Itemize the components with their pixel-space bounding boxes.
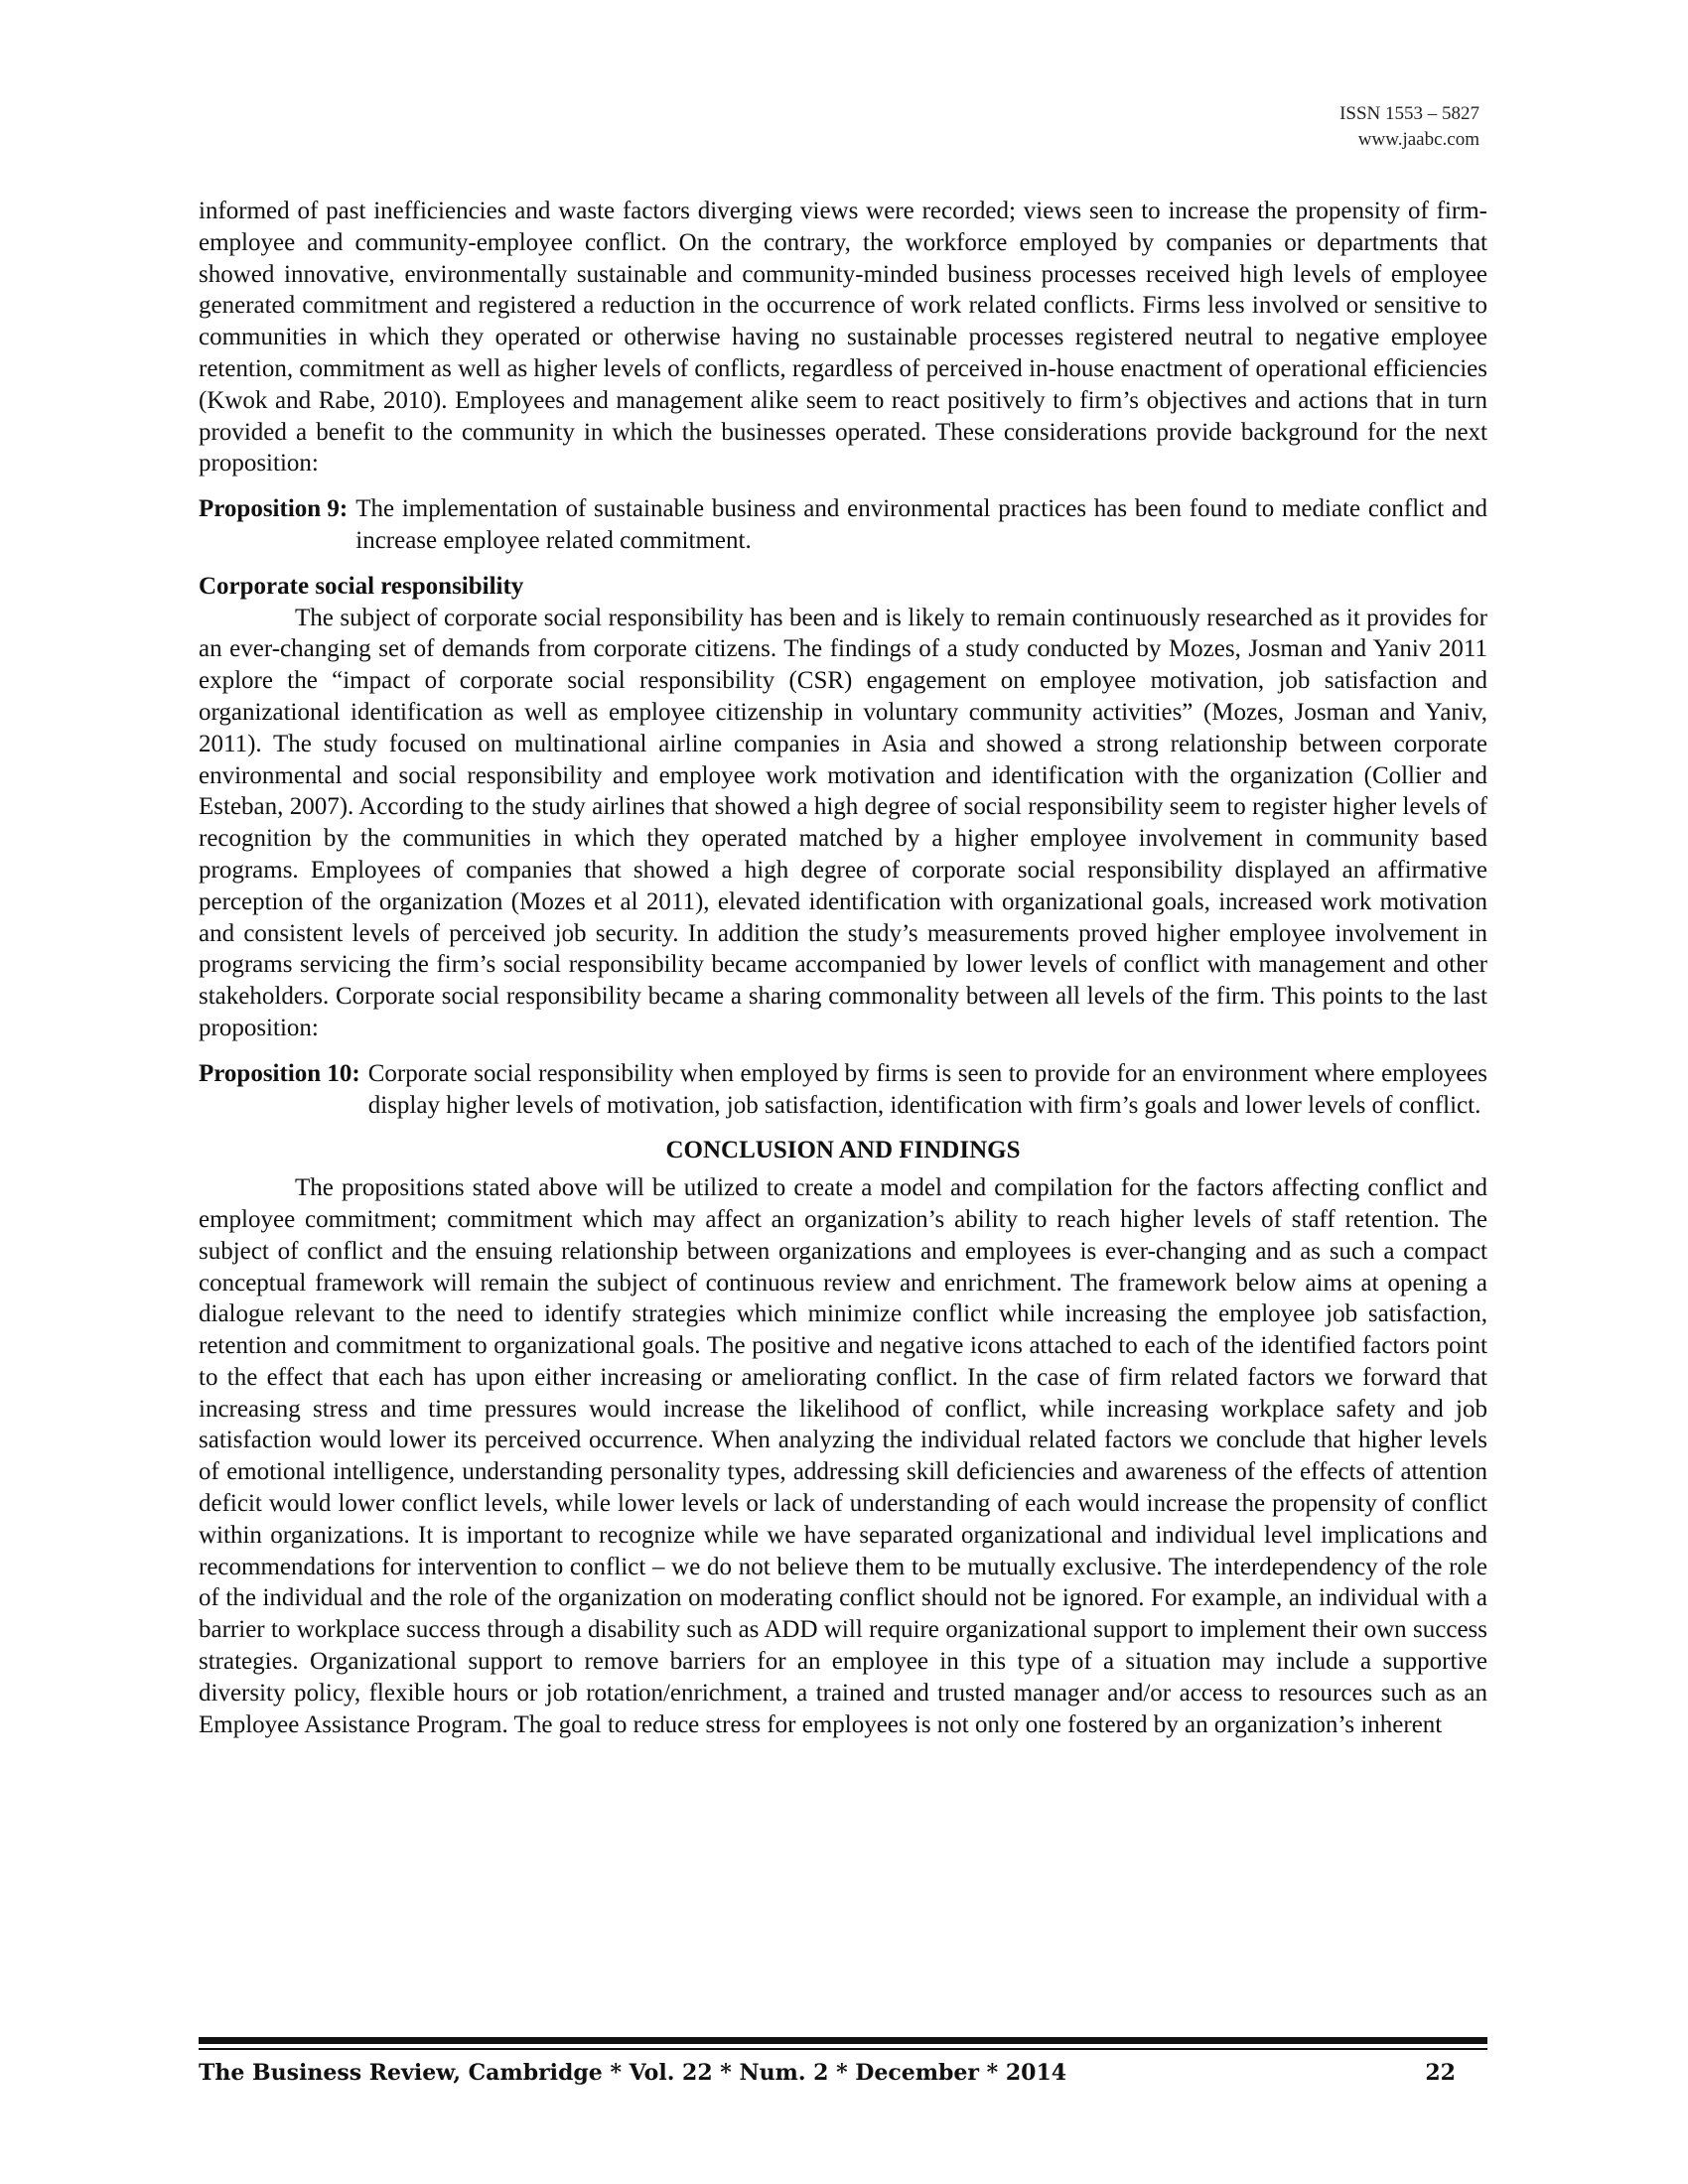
section-heading-conclusion: CONCLUSION AND FINDINGS bbox=[665, 1137, 1021, 1164]
page-footer bbox=[199, 2059, 1487, 2087]
body-text bbox=[199, 196, 1487, 1740]
footer-journal-citation: The Business Review, Cambridge * Vol. 22 * Num. 2 * December * 2014 bbox=[199, 2060, 1067, 2086]
paragraph-conclusion: The propositions stated above will be utilized to create a model and compilation for the factors affecting conflict and employee commitment; commitment which may affect an organization’s ability to reach higher levels of staff retention. The subject of conflict and the ensuing relationship between organizations and employees is ever-changing and as such a compact conceptual framework will remain the subject of continuous review and enrichment. The framework below aims at opening a dialogue relevant to the need to identify strategies which minimize conflict while increasing the employee job satisfaction, retention and commitment to organizational goals. The positive and negative icons attached to each of the identified factors point to the effect that each has upon either increasing or ameliorating conflict. In the case of firm related factors we forward that increasing stress and time pressures would increase the likelihood of conflict, while increasing workplace safety and job satisfaction would lower its perceived occurrence. When analyzing the individual related factors we conclude that higher levels of emotional intelligence, understanding personality types, addressing skill deficiencies and awareness of the effects of attention deficit would lower conflict levels, while lower levels or lack of understanding of each would increase the propensity of conflict within organizations. It is important to recognize while we have separated organizational and individual level implications and recommendations for intervention to conflict – we do not believe them to be mutually exclusive. The interdependency of the role of the individual and the role of the organization on moderating conflict should not be ignored. For example, an individual with a barrier to workplace success through a disability such as ADD will require organizational support to implement their own success strategies. Organizational support to remove barriers for an employee in this type of a situation may include a supportive diversity policy, flexible hours or job rotation/enrichment, a trained and trusted manager and/or access to resources such as an Employee Assistance Program. The goal to reduce stress for employees is not only one fostered by an organization’s inherent bbox=[199, 1174, 1487, 1738]
footer-page-number: 22 bbox=[1425, 2060, 1456, 2086]
paragraph-csr: The subject of corporate social responsibility has been and is likely to remain continuously researched as it provides for an ever-changing set of demands from corporate citizens. The findings of a study conducted by Mozes, Josman and Yaniv 2011 explore the “impact of corporate social responsibility (CSR) engagement on employee motivation, job satisfaction and organizational identification as well as employee citizenship in voluntary community activities” (Mozes, Josman and Yaniv, 2011). The study focused on multinational airline companies in Asia and showed a strong relationship between corporate environmental and social responsibility and employee work motivation and identification with the organization (Collier and Esteban, 2007). According to the study airlines that showed a high degree of social responsibility seem to register higher levels of recognition by the communities in which they operated matched by a higher employee involvement in community based programs. Employees of companies that showed a high degree of corporate social responsibility displayed an affirmative perception of the organization (Mozes et al 2011), elevated identification with organizational goals, increased work motivation and consistent levels of perceived job security. In addition the study’s measurements proved higher employee involvement in programs servicing the firm’s social responsibility became accompanied by lower levels of conflict with management and other stakeholders. Corporate social responsibility became a sharing commonality between all levels of the firm. This points to the last proposition: bbox=[199, 604, 1487, 1041]
footer-rule-thick bbox=[199, 2037, 1487, 2044]
proposition-9-text: The implementation of sustainable business and environmental practices has been found to mediate conflict and increase employee related commitment. bbox=[355, 495, 1487, 554]
proposition-10 bbox=[199, 1058, 1487, 1122]
proposition-10-label: Proposition 10: bbox=[199, 1059, 360, 1087]
proposition-9-label: Proposition 9: bbox=[199, 495, 349, 523]
issn-label: ISSN 1553 – 5827 bbox=[1339, 103, 1479, 124]
proposition-10-text: Corporate social responsibility when employed by firms is seen to provide for an environment where employees display higher levels of motivation, job satisfaction, identification with firm’s goals and lower levels of conflict. bbox=[367, 1059, 1487, 1119]
website-label: www.jaabc.com bbox=[1357, 129, 1479, 150]
section-heading-csr: Corporate social responsibility bbox=[199, 572, 524, 600]
footer-rule-thin bbox=[199, 2048, 1487, 2050]
page-header bbox=[1339, 101, 1479, 153]
paragraph-continuation: informed of past inefficiencies and waste factors diverging views were recorded; views seen to increase the propensity of firm-employee and community-employee conflict. On the contrary, the workforce employed by companies or departments that showed innovative, environmentally sustainable and community-minded business processes received high levels of employee generated commitment and registered a reduction in the occurrence of work related conflicts. Firms less involved or sensitive to communities in which they operated or otherwise having no sustainable processes registered neutral to negative employee retention, commitment as well as higher levels of conflicts, regardless of perceived in-house enactment of operational efficiencies (Kwok and Rabe, 2010). Employees and management alike seem to react positively to firm’s objectives and actions that in turn provided a benefit to the community in which the businesses operated. These considerations provide background for the next proposition: bbox=[199, 198, 1487, 478]
proposition-9 bbox=[199, 493, 1487, 557]
